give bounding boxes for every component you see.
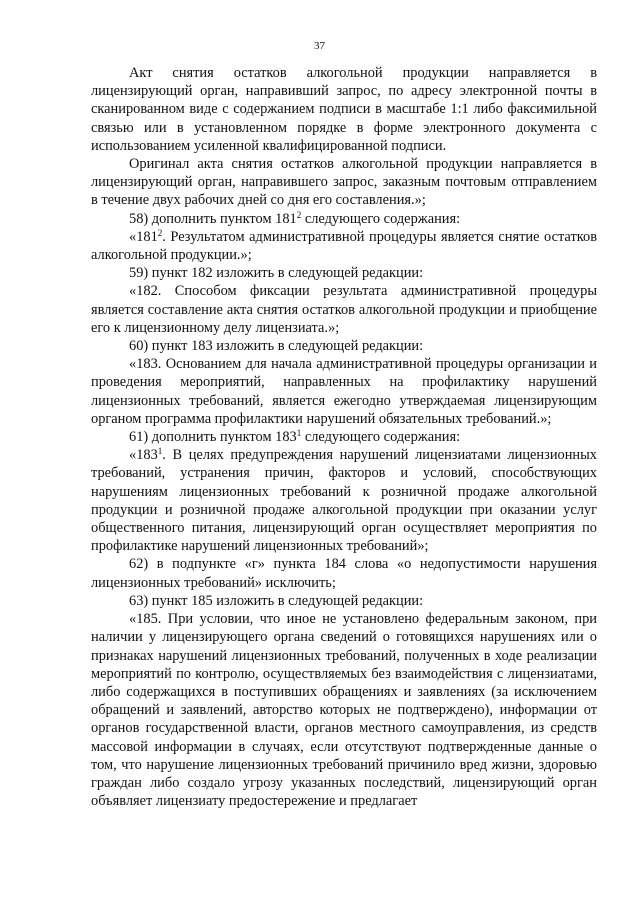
- paragraph-clause-181-2: [91, 228, 597, 264]
- paragraph-item-59: 59) пункт 182 изложить в следующей редакции:: [129, 265, 424, 282]
- paragraph-clause-183: «183. Основанием для начала административной процедуры организации и проведения мероприятий, направленных на профилактику нарушений лицензионных требований, является ежегодно утверждаемая лицензирующим органом программа профилактики нарушений обязательных требований.»;: [91, 356, 597, 427]
- page-number: 37: [314, 40, 325, 52]
- paragraph-clause-182: «182. Способом фиксации результата административной процедуры является составление акта снятия остатков алкогольной продукции и приобщение его к лицензионному делу лицензиата.»;: [91, 283, 597, 336]
- paragraph-clause-185: «185. При условии, что иное не установлено федеральным законом, при наличии у лицензирующего органа сведений о готовящихся нарушениях или о признаках нарушений лицензионных требований, полученных в ходе реализации мероприятий по контролю, осуществляемых без взаимодействия с лицензиатами, либо содержащихся в поступивших обращениях и заявлениях (за исключением обращений и заявлений, авторство которых не подтверждено), информации от органов государственной власти, органов местного самоуправления, из средств массовой информации в случаях, если отсутствуют подтвержденные данные о том, что нарушение лицензионных требований причинило вред жизни, здоровью граждан либо создало угрозу указанных последствий, лицензирующий орган объявляет лицензиату предостережение и предлагает: [91, 611, 597, 810]
- clause-181-2-text-start: «181: [129, 228, 158, 245]
- paragraph-item-60: 60) пункт 183 изложить в следующей редакции:: [129, 338, 424, 355]
- paragraph-clause-183-1: [91, 446, 597, 555]
- paragraph-original-act: Оригинал акта снятия остатков алкогольной продукции направляется в лицензирующий орган, направившего запрос, заказным почтовым отправлением в течение двух рабочих дней со дня его составления.»;: [91, 156, 597, 209]
- clause-183-1-text-end: . В целях предупреждения нарушений лицензиатами лицензионных требований, устранения причин, факторов и условий, способствующих нарушениям лицензионных требований к розничной продаже алкогольной продукции и розничной продаже алкогольной продукции при оказании услуг общественного питания, лицензирующий орган осуществляет мероприятия по профилактике нарушений лицензионных требований»;: [91, 447, 597, 555]
- item-61-text-start: 61) дополнить пунктом 183: [129, 429, 297, 446]
- paragraph-item-63: 63) пункт 185 изложить в следующей редакции:: [129, 592, 424, 609]
- clause-183-1-text-start: «183: [129, 447, 158, 464]
- item-61-superscript: 1: [296, 428, 302, 439]
- paragraph-item-61: [91, 428, 597, 446]
- clause-183-1-superscript: 1: [157, 446, 163, 457]
- paragraph-act-sending: Акт снятия остатков алкогольной продукции направляется в лицензирующий орган, направивший запрос, по адресу электронной почты в сканированном виде с содержанием подписи в масштабе 1:1 либо факсимильной связью или в установленном порядке в форме электронного документа с использованием усиленной квалифицированной подписи.: [91, 65, 597, 154]
- item-58-text-end: следующего содержания:: [301, 210, 461, 227]
- item-61-text-end: следующего содержания:: [301, 429, 461, 446]
- document-body: [91, 64, 597, 810]
- item-58-text-start: 58) дополнить пунктом 181: [129, 210, 297, 227]
- paragraph-item-62: 62) в подпункте «г» пункта 184 слова «о недопустимости нарушения лицензионных требований» исключить;: [91, 556, 597, 591]
- clause-181-2-superscript: 2: [157, 227, 163, 238]
- paragraph-item-58: [91, 210, 597, 228]
- item-58-superscript: 2: [296, 209, 302, 220]
- clause-181-2-text-end: . Результатом административной процедуры является снятие остатков алкогольной продукции.»;: [91, 228, 597, 264]
